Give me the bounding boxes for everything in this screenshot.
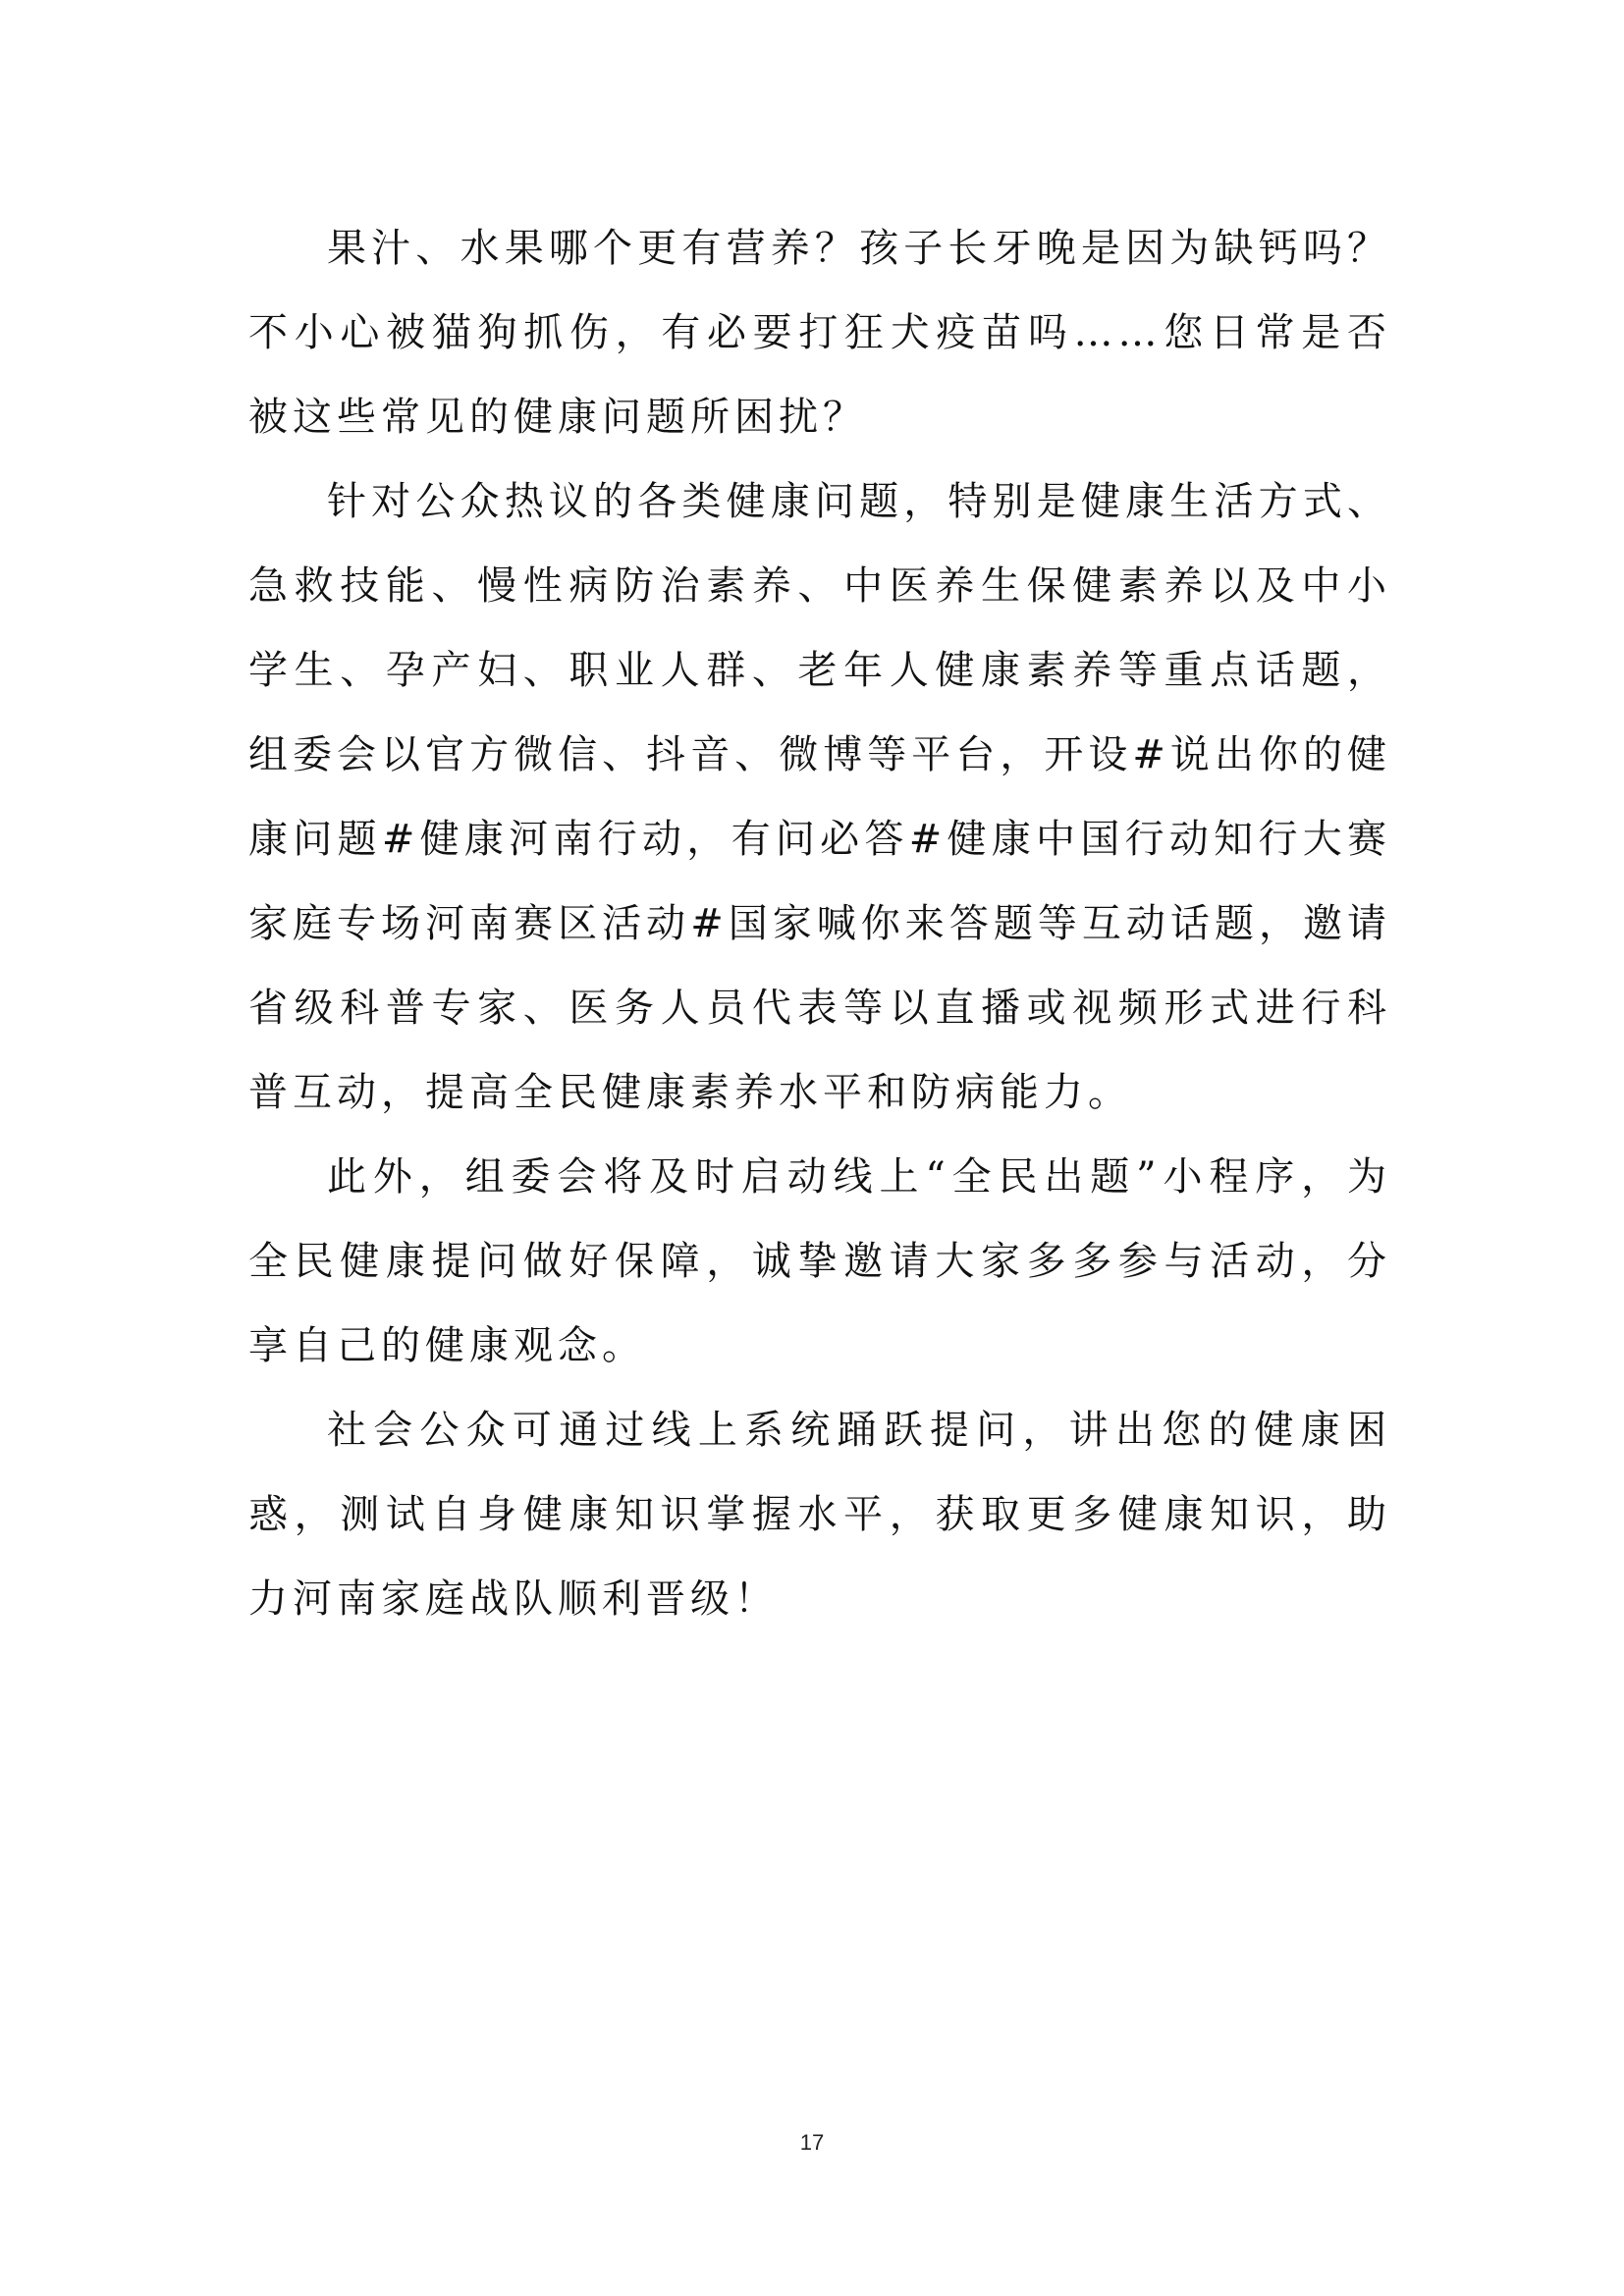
paragraph-4: 社会公众可通过线上系统踊跃提问，讲出您的健康困惑，测试自身健康知识掌握水平，获取更多健康知识，助力河南家庭战队顺利晋级！ — [248, 1408, 1391, 1622]
paragraph-3: 此外，组委会将及时启动线上“全民出题”小程序，为全民健康提问做好保障，诚挚邀请大家多多参与活动，分享自己的健康观念。 — [248, 1154, 1391, 1368]
page-number: 17 — [799, 2130, 825, 2155]
paragraph-2: 针对公众热议的各类健康问题，特别是健康生活方式、急救技能、慢性病防治素养、中医养生保健素养以及中小学生、孕产妇、职业人群、老年人健康素养等重点话题，组委会以官方微信、抖音、微博等平台，开设#说出你的健康问题#健康河南行动，有问必答#健康中国行动知行大赛家庭专场河南赛区活动#国家喊你来答题等互动话题，邀请省级科普专家、医务人员代表等以直播或视频形式进行科普互动，提高全民健康素养水平和防病能力。 — [248, 479, 1391, 1115]
document-body — [248, 206, 1391, 1641]
paragraph-1: 果汁、水果哪个更有营养？孩子长牙晚是因为缺钙吗？不小心被猫狗抓伤，有必要打狂犬疫苗吗……您日常是否被这些常见的健康问题所困扰？ — [248, 226, 1391, 440]
